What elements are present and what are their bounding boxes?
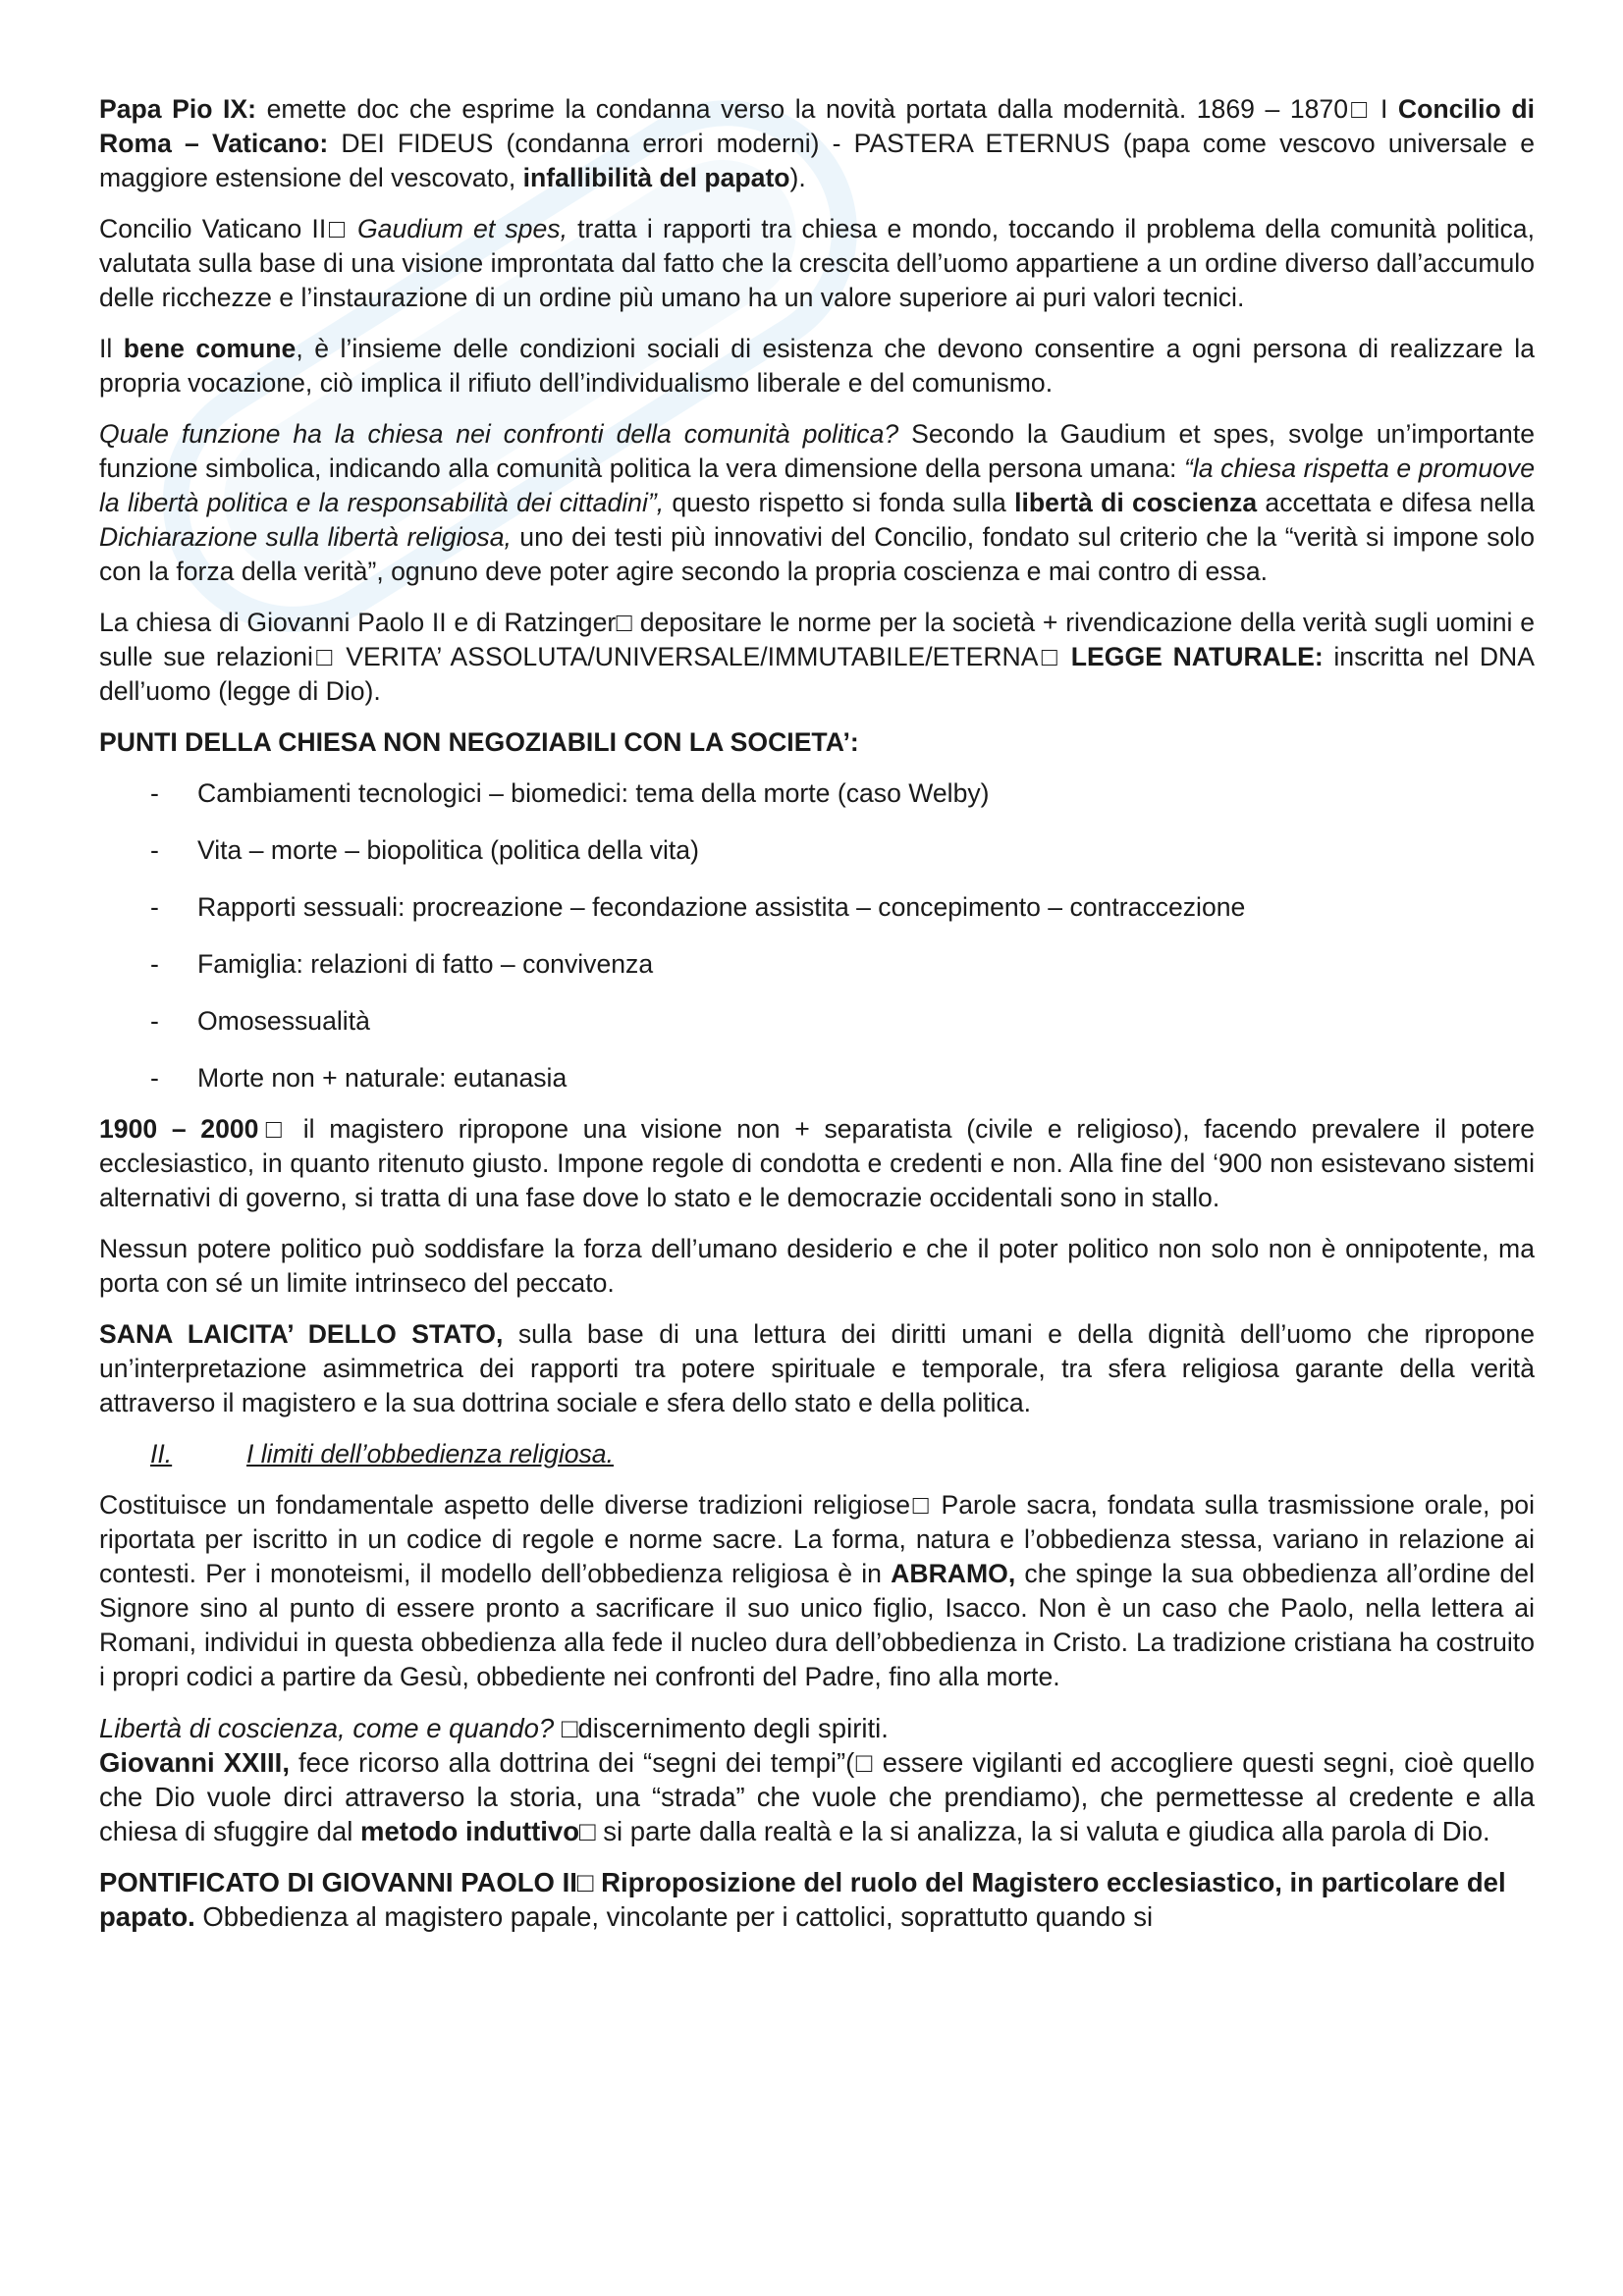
bold-term: infallibilità del papato [522,163,790,192]
bold-term: Giovanni XXIII, [99,1747,290,1778]
text: □discernimento degli spiriti. [554,1713,889,1743]
list-item-text: Morte non + naturale: eutanasia [197,1063,568,1093]
paragraph-giovanni-paolo-ratzinger [99,606,1535,709]
list-item [99,947,1535,982]
document-page [99,92,1535,1950]
list-item-text: Omosessualità [197,1006,370,1036]
list-item [99,1004,1535,1039]
text: accettata e difesa nella [1257,488,1535,517]
text: sulla base di una lettura dei diritti umani e della dignità dell’uomo che ripropone un’interpretazione asimmetrica dei rapporti tra potere spirituale e temporale, tra sfera religiosa garante della verità attraverso il magistero e la sua dottrina sociale e sfera dello stato e della politica. [99,1319,1536,1417]
dash-bullet: - [150,835,159,865]
text: Concilio Vaticano II□ [99,214,357,243]
bold-term: 1900 – 2000□ [99,1114,290,1144]
text: Costituisce un fondamentale aspetto delle diverse tradizioni religiose□ Parole sacra, fondata sulla trasmissione orale, poi riportata per iscritto in un codice di regole e norme sacre. La forma, natura e l’obbedienza stessa, variano in relazione ai contesti. Per i monoteismi, il modello dell’obbedienza religiosa è in [99,1490,1535,1588]
italic-question: Libertà di coscienza, come e quando? [99,1713,555,1743]
italic-term: Dichiarazione sulla libertà religiosa, [99,522,512,552]
paragraph-funzione-chiesa [99,417,1535,589]
text: uno dei testi più innovativi del Concilio, fondato sul criterio che la “verità si impone solo con la forza della verità”, ognuno deve poter agire secondo la propria coscienza e mai contro di essa. [99,522,1535,586]
dash-bullet: - [150,778,159,808]
list-item-text: Famiglia: relazioni di fatto – convivenza [197,949,654,979]
text: □ si parte dalla realtà e la si analizza, la si valuta e giudica alla parola di Dio. [579,1816,1490,1846]
list-item-text: Cambiamenti tecnologici – biomedici: tema della morte (caso Welby) [197,778,990,808]
dash-bullet: - [150,949,159,979]
paragraph-vaticano-ii [99,212,1535,315]
text: fece ricorso alla dottrina dei “segni dei tempi”(□ essere vigilanti ed accogliere questi segni, cioè quello che Dio vuole dirci attraverso la storia, una “strada” che vuole che prendiamo), che permettesse al credente e alla chiesa di sfuggire dal [99,1747,1535,1846]
italic-question: Quale funzione ha la chiesa nei confronti della comunità politica? [99,419,899,449]
section-heading [99,1437,1535,1471]
list-item-text: Rapporti sessuali: procreazione – fecondazione assistita – concepimento – contraccezione [197,892,1246,922]
bold-term: LEGGE NATURALE: [1070,642,1324,671]
paragraph-liberta-coscienza [99,1711,1535,1745]
text: il magistero ripropone una visione non + separatista (civile e religioso), facendo prevalere il potere ecclesiastico, in quanto ritenuto giusto. Impone regole di condotta e credenti e non. Alla fine del ‘900 non esistevano sistemi alternativi di governo, si tratta di una fase dove lo stato e le democrazie occidentali sono in stallo. [99,1114,1536,1212]
paragraph-pio-ix [99,92,1535,195]
bold-term: SANA LAICITA’ DELLO STATO, [99,1319,504,1349]
bold-term: metodo induttivo [360,1816,580,1846]
text: che spinge la sua obbedienza all’ordine del Signore sino al punto di essere pronto a sacrificare il suo unico figlio, Isacco. Non è un caso che Paolo, nella lettera ai Romani, individui in questa obbedienza alla fede il nucleo dura dell’obbedienza in Cristo. La tradizione cristiana ha costruito i propri codici a partire da Gesù, obbediente nei confronti del Padre, fino alla morte. [99,1559,1535,1691]
text: inscritta nel DNA dell’uomo (legge di Dio). [99,642,1535,706]
text: Nessun potere politico può soddisfare la forza dell’umano desiderio e che il poter politico non solo non è onnipotente, ma porta con sé un limite intrinseco del peccato. [99,1234,1535,1298]
paragraph-bene-comune [99,332,1535,400]
paragraph-potere-politico [99,1232,1535,1301]
heading-punti-non-negoziabili [99,725,1535,760]
list-item [99,776,1535,811]
text: ). [789,163,806,192]
text: La chiesa di Giovanni Paolo II e di Ratzinger□ depositare le norme per la società + rivendicazione della verità sugli uomini e sulle sue relazioni□ VERITA’ ASSOLUTA/UNIVERSALE/IMMUTABILE/ETERNA□ [99,608,1535,671]
bold-term: bene comune [123,334,297,363]
dash-bullet: - [150,892,159,922]
paragraph-obbedienza [99,1488,1535,1694]
list-item [99,890,1535,925]
text: DEI FIDEUS (condanna errori moderni) - PASTERA ETERNUS (papa come vescovo universale e maggiore estensione del vescovato, [99,129,1535,192]
text: Secondo la Gaudium et spes, svolge un’importante funzione simbolica, indicando alla comunità politica la vera dimensione della persona umana: [99,419,1536,483]
bold-term: ABRAMO, [891,1559,1016,1588]
text: Il [99,334,124,363]
paragraph-pontificato [99,1865,1535,1934]
paragraph-giovanni-xxiii [99,1745,1535,1848]
bold-term: PONTIFICATO DI GIOVANNI PAOLO II□ Riproposizione del ruolo del Magistero ecclesiastico, in particolare del papato. [99,1867,1506,1932]
text: Obbedienza al magistero papale, vincolante per i cattolici, soprattutto quando si [194,1901,1154,1932]
text: questo rispetto si fonda sulla [664,488,1015,517]
bold-heading: PUNTI DELLA CHIESA NON NEGOZIABILI CON LA SOCIETA’: [99,727,859,757]
dash-bullet: - [150,1063,159,1093]
bold-term: libertà di coscienza [1014,488,1258,517]
paragraph-1900-2000 [99,1112,1535,1215]
dash-bullet: - [150,1006,159,1036]
bullet-list [99,776,1535,1095]
list-item [99,833,1535,868]
bold-term: Papa Pio IX: [99,94,257,124]
text: , è l’insieme delle condizioni sociali di esistenza che devono consentire a ogni persona di realizzare la propria vocazione, ciò implica il rifiuto dell’individualismo liberale e del comunismo. [99,334,1535,398]
text: tratta i rapporti tra chiesa e mondo, toccando il problema della comunità politica, valutata sulla base di una visione improntata dal fatto che la crescita dell’uomo appartiene a un ordine diverso dall’accumulo delle ricchezze e l’instaurazione di un ordine più umano ha un valore superiore ai puri valori tecnici. [99,214,1535,312]
bold-term: Concilio di Roma – Vaticano: [99,94,1535,158]
text: emette doc che esprime la condanna verso la novità portata dalla modernità. 1869 – 1870□ I [256,94,1398,124]
section-number: II. [150,1439,173,1468]
italic-term: Gaudium et spes, [356,214,568,243]
paragraph-sana-laicita [99,1317,1535,1420]
section-title: I limiti dell’obbedienza religiosa. [246,1439,614,1468]
list-item-text: Vita – morte – biopolitica (politica della vita) [197,835,699,865]
list-item [99,1061,1535,1095]
italic-quote: “la chiesa rispetta e promuove la libertà politica e la responsabilità dei cittadini”, [99,454,1535,517]
